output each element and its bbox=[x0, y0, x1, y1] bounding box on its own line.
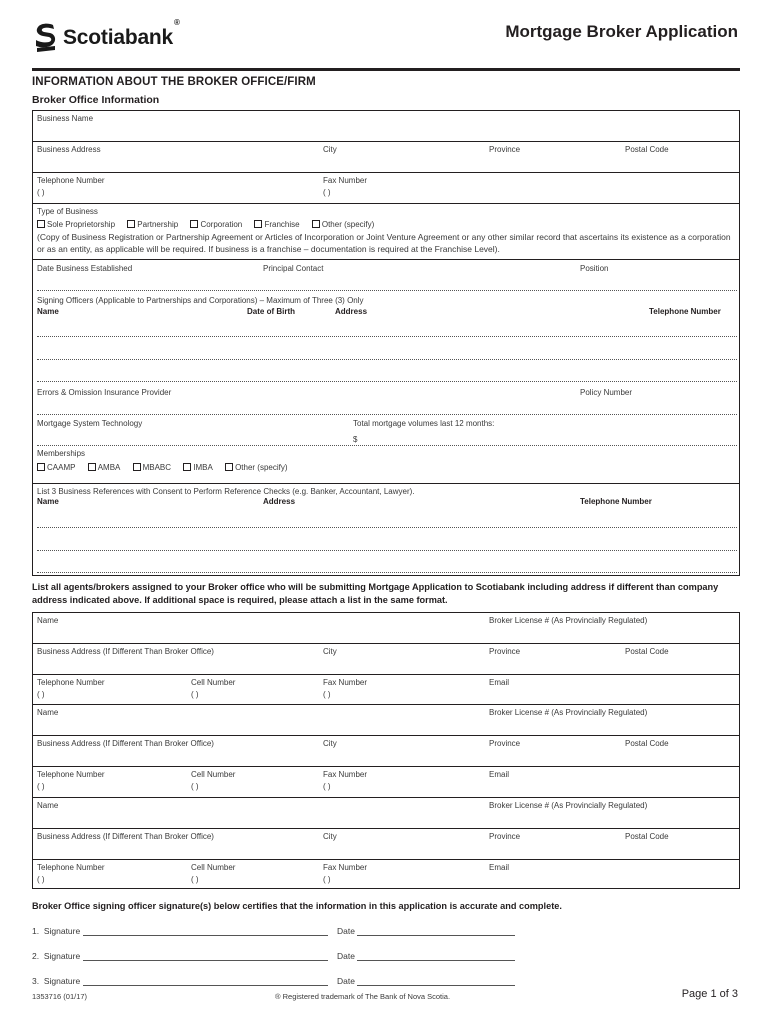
signature-3-field[interactable] bbox=[83, 985, 328, 986]
references-label: List 3 Business References with Consent to Perform Reference Checks (e.g. Banker, Accountant, Lawyer). bbox=[37, 487, 415, 496]
total-volumes-label: Total mortgage volumes last 12 months: bbox=[353, 419, 495, 428]
fax-label: Fax Number bbox=[323, 176, 368, 185]
city-label: City bbox=[323, 145, 337, 154]
date-established-line[interactable] bbox=[37, 290, 737, 291]
type-partnership[interactable]: Partnership bbox=[127, 220, 178, 229]
fax-field[interactable]: ( ) bbox=[323, 188, 331, 197]
business-name-field[interactable] bbox=[33, 124, 739, 141]
memberships-options bbox=[37, 463, 298, 472]
telephone-label: Telephone Number bbox=[37, 176, 105, 185]
dollar-sign: $ bbox=[353, 435, 358, 444]
agent-2-cell-field[interactable]: ( ) bbox=[191, 782, 199, 791]
agent-2-telephone-field[interactable]: ( ) bbox=[37, 782, 45, 791]
agent-1-address-label: Business Address (If Different Than Broker Office) bbox=[37, 647, 214, 656]
membership-amba[interactable]: AMBA bbox=[88, 463, 121, 472]
agent-2-license-label: Broker License # (As Provincially Regulated) bbox=[489, 708, 648, 717]
reference-line-2[interactable] bbox=[37, 550, 737, 551]
checkbox-icon[interactable] bbox=[183, 463, 191, 471]
agent-1-fax-field[interactable]: ( ) bbox=[323, 690, 331, 699]
policy-number-label: Policy Number bbox=[580, 388, 633, 397]
agent-3-cell-field[interactable]: ( ) bbox=[191, 875, 199, 884]
agent-2-fax-field[interactable]: ( ) bbox=[323, 782, 331, 791]
agent-3-fax-field[interactable]: ( ) bbox=[323, 875, 331, 884]
signature-row-3: 3. Signature Date bbox=[32, 976, 515, 986]
section-title: INFORMATION ABOUT THE BROKER OFFICE/FIRM bbox=[32, 76, 316, 88]
signing-officers-label: Signing Officers (Applicable to Partnerships and Corporations) – Maximum of Three (3) Only bbox=[37, 296, 364, 305]
membership-other[interactable]: Other (specify) bbox=[225, 463, 287, 472]
memberships-label: Memberships bbox=[37, 449, 86, 458]
reference-telephone-header: Telephone Number bbox=[580, 497, 652, 506]
checkbox-icon[interactable] bbox=[190, 220, 198, 228]
business-name-label: Business Name bbox=[37, 114, 94, 123]
checkbox-icon[interactable] bbox=[133, 463, 141, 471]
brand-name: Scotiabank® bbox=[63, 18, 180, 49]
form-code: 1353716 (01/17) bbox=[32, 992, 88, 1001]
agent-1-cell-label: Cell Number bbox=[191, 678, 236, 687]
checkbox-icon[interactable] bbox=[312, 220, 320, 228]
officer-telephone-header: Telephone Number bbox=[649, 307, 721, 316]
agent-1-telephone-label: Telephone Number bbox=[37, 678, 105, 687]
agent-3-postal-label: Postal Code bbox=[625, 832, 669, 841]
telephone-field[interactable]: ( ) bbox=[37, 188, 45, 197]
agent-3-address-label: Business Address (If Different Than Broker Office) bbox=[37, 832, 214, 841]
agent-2-fax-label: Fax Number bbox=[323, 770, 368, 779]
agent-3-telephone-label: Telephone Number bbox=[37, 863, 105, 872]
agent-2-address-label: Business Address (If Different Than Broker Office) bbox=[37, 739, 214, 748]
signature-1-date-field[interactable] bbox=[357, 935, 515, 936]
scotiabank-logo bbox=[33, 18, 180, 54]
officer-dob-header: Date of Birth bbox=[247, 307, 295, 316]
membership-caamp[interactable]: CAAMP bbox=[37, 463, 75, 472]
agent-1-postal-label: Postal Code bbox=[625, 647, 669, 656]
type-of-business-note: (Copy of Business Registration or Partnership Agreement or Articles of Incorporation or Joint Venture Agreement or any other similar record that ascertains its existence as a corporation or as an entity, as applicable will be required. If business is a franchise – documentation is required at the Franchise Level). bbox=[37, 232, 731, 254]
signature-row-2: 2. Signature Date bbox=[32, 951, 515, 961]
agent-3-license-label: Broker License # (As Provincially Regulated) bbox=[489, 801, 648, 810]
agent-3-province-label: Province bbox=[489, 832, 521, 841]
signature-1-field[interactable] bbox=[83, 935, 328, 936]
reference-address-header: Address bbox=[263, 497, 296, 506]
broker-office-form bbox=[32, 110, 740, 576]
checkbox-icon[interactable] bbox=[127, 220, 135, 228]
eo-provider-line[interactable] bbox=[37, 414, 737, 415]
agent-3-name-label: Name bbox=[37, 801, 59, 810]
date-established-label: Date Business Established bbox=[37, 264, 133, 273]
officer-address-header: Address bbox=[335, 307, 368, 316]
agents-instruction: List all agents/brokers assigned to your Broker office who will be submitting Mortgage Application to Scotiabank including address if different than company address indicated above. If additional space is required, please attach a list in the same format. bbox=[32, 582, 719, 605]
signature-instruction: Broker Office signing officer signature(s) below certifies that the information in this application is accurate and complete. bbox=[32, 901, 562, 911]
reference-line-1[interactable] bbox=[37, 527, 737, 528]
agent-1-email-label: Email bbox=[489, 678, 510, 687]
agent-3-city-label: City bbox=[323, 832, 337, 841]
agent-3-email-label: Email bbox=[489, 863, 510, 872]
document-title: Mortgage Broker Application bbox=[505, 22, 738, 41]
membership-mbabc[interactable]: MBABC bbox=[133, 463, 171, 472]
checkbox-icon[interactable] bbox=[254, 220, 262, 228]
agent-1-city-label: City bbox=[323, 647, 337, 656]
province-label: Province bbox=[489, 145, 521, 154]
agent-3-telephone-field[interactable]: ( ) bbox=[37, 875, 45, 884]
agent-2-province-label: Province bbox=[489, 739, 521, 748]
mortgage-tech-label: Mortgage System Technology bbox=[37, 419, 143, 428]
business-address-label: Business Address bbox=[37, 145, 101, 154]
agent-1-license-label: Broker License # (As Provincially Regulated) bbox=[489, 616, 648, 625]
header-rule bbox=[32, 68, 740, 71]
signature-2-date-field[interactable] bbox=[357, 960, 515, 961]
agent-1-fax-label: Fax Number bbox=[323, 678, 368, 687]
signature-row-1: 1. Signature Date bbox=[32, 926, 515, 936]
signature-3-date-field[interactable] bbox=[357, 985, 515, 986]
type-of-business-label: Type of Business bbox=[37, 207, 98, 216]
agent-2-city-label: City bbox=[323, 739, 337, 748]
agent-1-telephone-field[interactable]: ( ) bbox=[37, 690, 45, 699]
checkbox-icon[interactable] bbox=[88, 463, 96, 471]
business-address-field[interactable] bbox=[33, 155, 313, 172]
type-other[interactable]: Other (specify) bbox=[312, 220, 374, 229]
eo-provider-label: Errors & Omission Insurance Provider bbox=[37, 388, 172, 397]
agent-2-email-label: Email bbox=[489, 770, 510, 779]
agent-1-province-label: Province bbox=[489, 647, 521, 656]
officer-name-header: Name bbox=[37, 307, 59, 316]
postal-code-label: Postal Code bbox=[625, 145, 669, 154]
reference-name-header: Name bbox=[37, 497, 59, 506]
officer-line-3[interactable] bbox=[37, 381, 737, 382]
page-number: Page 1 of 3 bbox=[681, 988, 738, 1000]
agent-2-name-label: Name bbox=[37, 708, 59, 717]
officer-line-1[interactable] bbox=[37, 336, 737, 337]
type-franchise[interactable]: Franchise bbox=[254, 220, 299, 229]
agent-2-telephone-label: Telephone Number bbox=[37, 770, 105, 779]
checkbox-icon[interactable] bbox=[225, 463, 233, 471]
signature-2-field[interactable] bbox=[83, 960, 328, 961]
position-label: Position bbox=[580, 264, 609, 273]
agent-2-postal-label: Postal Code bbox=[625, 739, 669, 748]
principal-contact-label: Principal Contact bbox=[263, 264, 324, 273]
checkbox-icon[interactable] bbox=[37, 220, 45, 228]
agent-1-cell-field[interactable]: ( ) bbox=[191, 690, 199, 699]
reference-line-3[interactable] bbox=[37, 572, 737, 573]
type-sole-proprietorship[interactable]: Sole Proprietorship bbox=[37, 220, 115, 229]
type-of-business-options bbox=[37, 220, 384, 229]
trademark-notice: ® Registered trademark of The Bank of Nova Scotia. bbox=[275, 992, 451, 1001]
membership-imba[interactable]: IMBA bbox=[183, 463, 213, 472]
officer-line-2[interactable] bbox=[37, 359, 737, 360]
checkbox-icon[interactable] bbox=[37, 463, 45, 471]
agent-1-name-label: Name bbox=[37, 616, 59, 625]
agent-3-fax-label: Fax Number bbox=[323, 863, 368, 872]
scotiabank-s-icon bbox=[33, 22, 59, 54]
subsection-title: Broker Office Information bbox=[32, 94, 160, 106]
agent-2-cell-label: Cell Number bbox=[191, 770, 236, 779]
agent-3-cell-label: Cell Number bbox=[191, 863, 236, 872]
mortgage-tech-line[interactable] bbox=[37, 445, 737, 446]
type-corporation[interactable]: Corporation bbox=[190, 220, 242, 229]
